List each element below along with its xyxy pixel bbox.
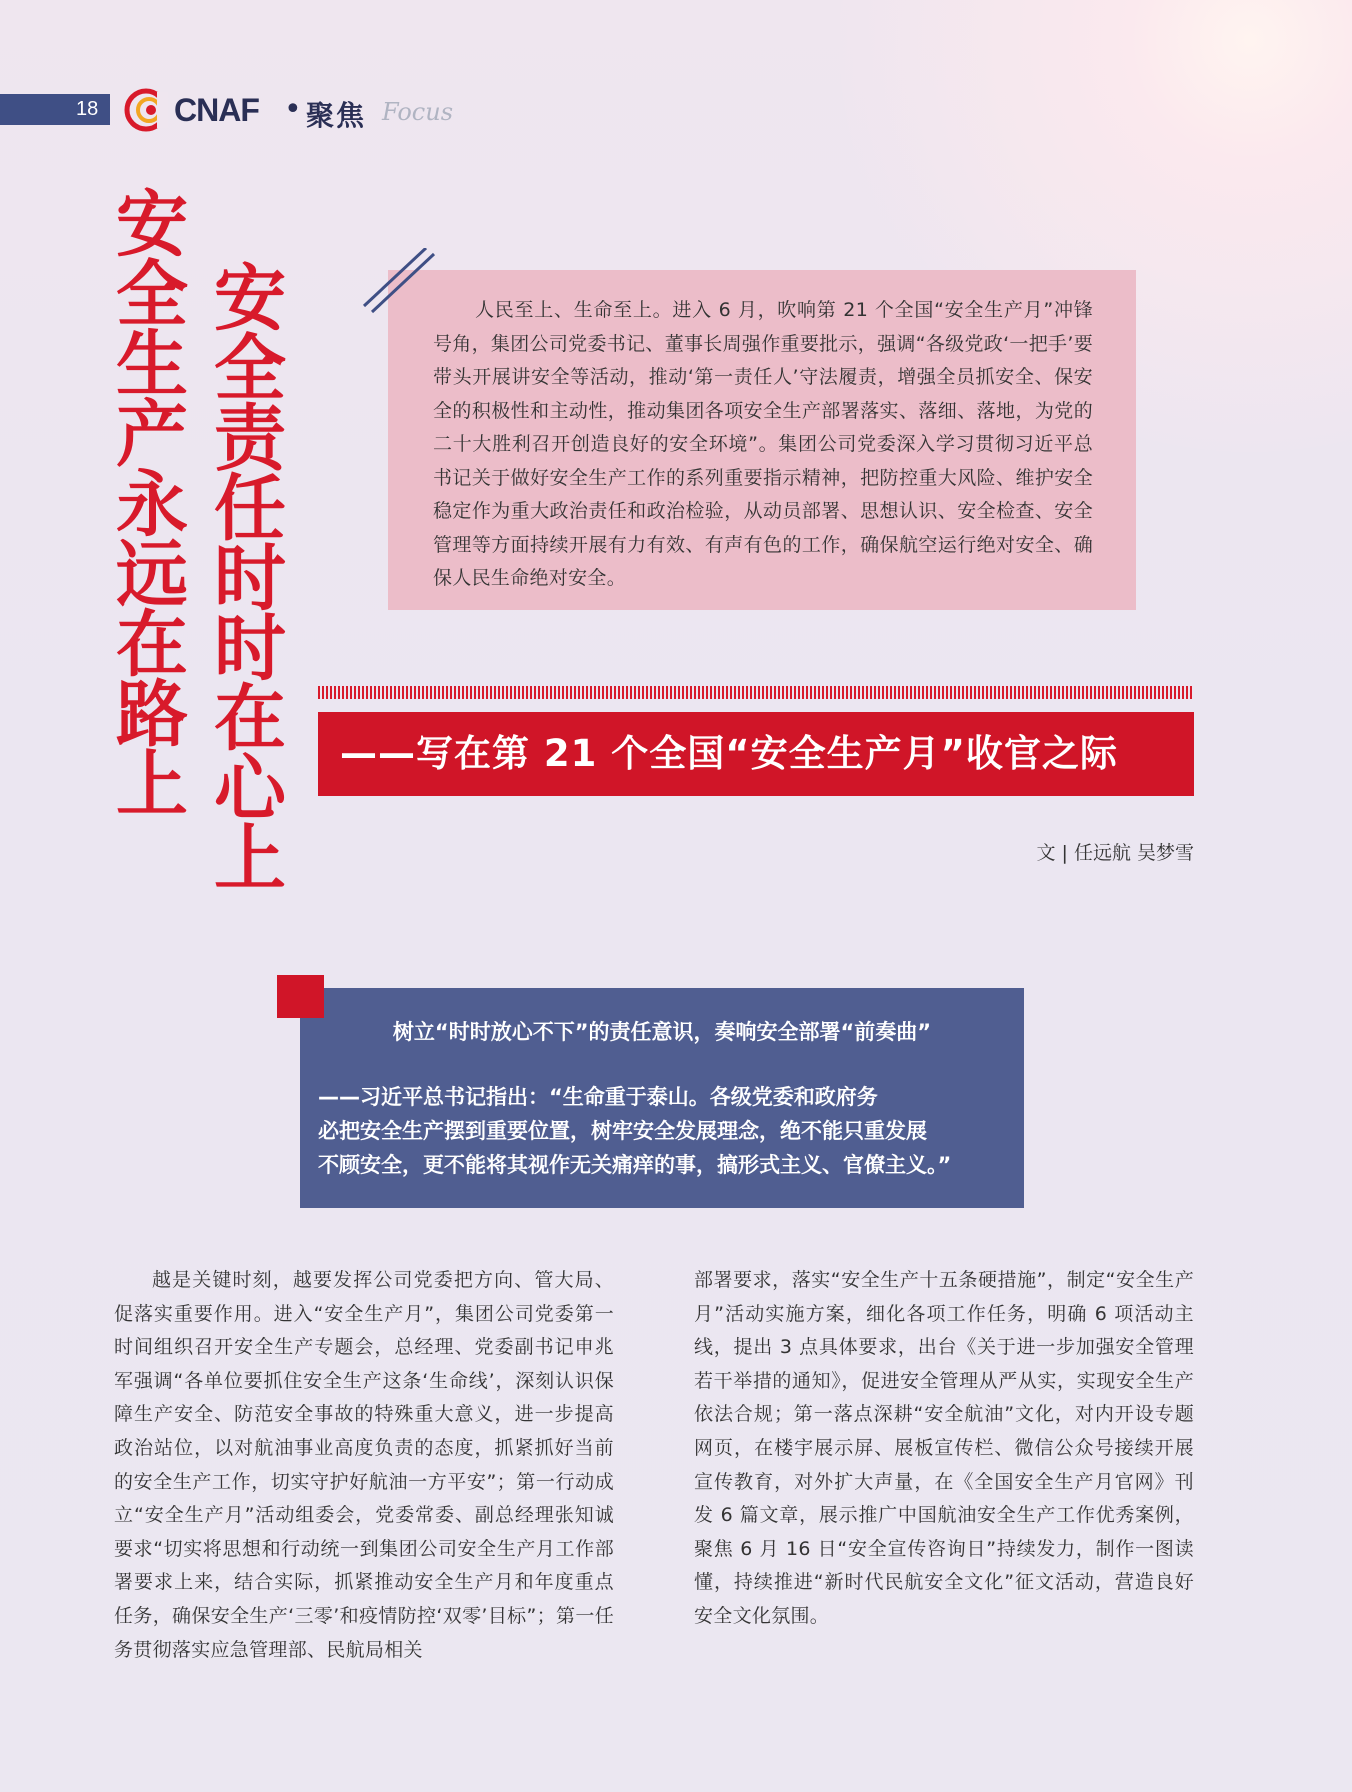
quote-line: 必把安全生产摆到重要位置，树牢安全发展理念，绝不能只重发展 [318,1119,927,1143]
section-name-cn: 聚焦 [306,99,367,132]
intro-paragraph: 人民至上、生命至上。进入 6 月，吹响第 21 个全国“安全生产月”冲锋号角，集团公司党委书记、董事长周强作重要批示，强调“各级党政‘一把手’要带头开展讲安全等活动，推动‘第一责任人’守法履责，增强全员抓安全、保安全的积极性和主动性，推动集团各项安全生产部署落实、落细、落地，为党的二十大胜利召开创造良好的安全环境”。集团公司党委深入学习贯彻习近平总书记关于做好安全生产工作的系列重要指示精神，把防控重大风险、维护安全稳定作为重大政治责任和政治检验，从动员部署、思想认识、安全检查、安全管理等方面持续开展有力有效、有声有色的工作，确保航空运行绝对安全、确保人民生命绝对安全。 [433,299,1093,589]
header-separator: • [284,92,302,127]
subtitle: ——写在第 21 个全国“安全生产月”收官之际 [340,732,1118,775]
section-red-square [277,975,324,1018]
page-number: 18 [76,98,99,120]
decorative-slash-lines [320,248,440,318]
section-name-en: Focus [382,98,454,126]
cnaf-logo-icon [124,88,168,132]
body-left-column: 越是关键时刻，越要发挥公司党委把方向、管大局、促落实重要作用。进入“安全生产月”，集团公司党委第一时间组织召开安全生产专题会，总经理、党委副书记申兆军强调“各单位要抓住安全生产这条‘生命线’，深刻认识保障生产安全、防范安全事故的特殊重大意义，进一步提高政治站位，以对航油事业高度负责的态度，抓紧抓好当前的安全生产工作，切实守护好航油一方平安”；第一行动成立“安全生产月”活动组委会，党委常委、副总经理张知诚要求“切实将思想和行动统一到集团公司安全生产月工作部署要求上来，结合实际，抓紧推动安全生产月和年度重点任务，确保安全生产‘三零’和疫情防控‘双零’目标”；第一任务贯彻落实应急管理部、民航局相关 [114,1269,614,1661]
quote-line: 不顾安全，更不能将其视作无关痛痒的事，搞形式主义、官僚主义。” [318,1153,952,1177]
main-title-2: 安全责任时时在心上 [202,260,286,890]
section-heading: 树立“时时放心不下”的责任意识，奏响安全部署“前奏曲” [392,1020,932,1044]
dashed-divider [318,686,1194,699]
body-right-column: 部署要求，落实“安全生产十五条硬措施”，制定“安全生产月”活动实施方案，细化各项工作任务，明确 6 项活动主线，提出 3 点具体要求，出台《关于进一步加强安全管理若干举措的通知》，促进安全管理从严从实，实现安全生产依法合规；第一落点深耕“安全航油”文化，对内开设专题网页，在楼宇展示屏、展板宣传栏、微信公众号接续开展宣传教育，对外扩大声量，在《全国安全生产月官网》刊发 6 篇文章，展示推广中国航油安全生产工作优秀案例，聚焦 6 月 16 日“安全宣传咨询日”持续发力，制作一图读懂，持续推进“新时代民航安全文化”征文活动，营造良好安全文化氛围。 [694,1269,1194,1627]
byline: 文 | 任远航 吴梦雪 [1036,842,1194,864]
section-quote [318,1080,1008,1182]
quote-line: ——习近平总书记指出：“生命重于泰山。各级党委和政府务 [318,1085,878,1109]
main-title-1: 安全生产永远在路上 [104,186,188,816]
logo-text: CNAF [174,92,259,128]
